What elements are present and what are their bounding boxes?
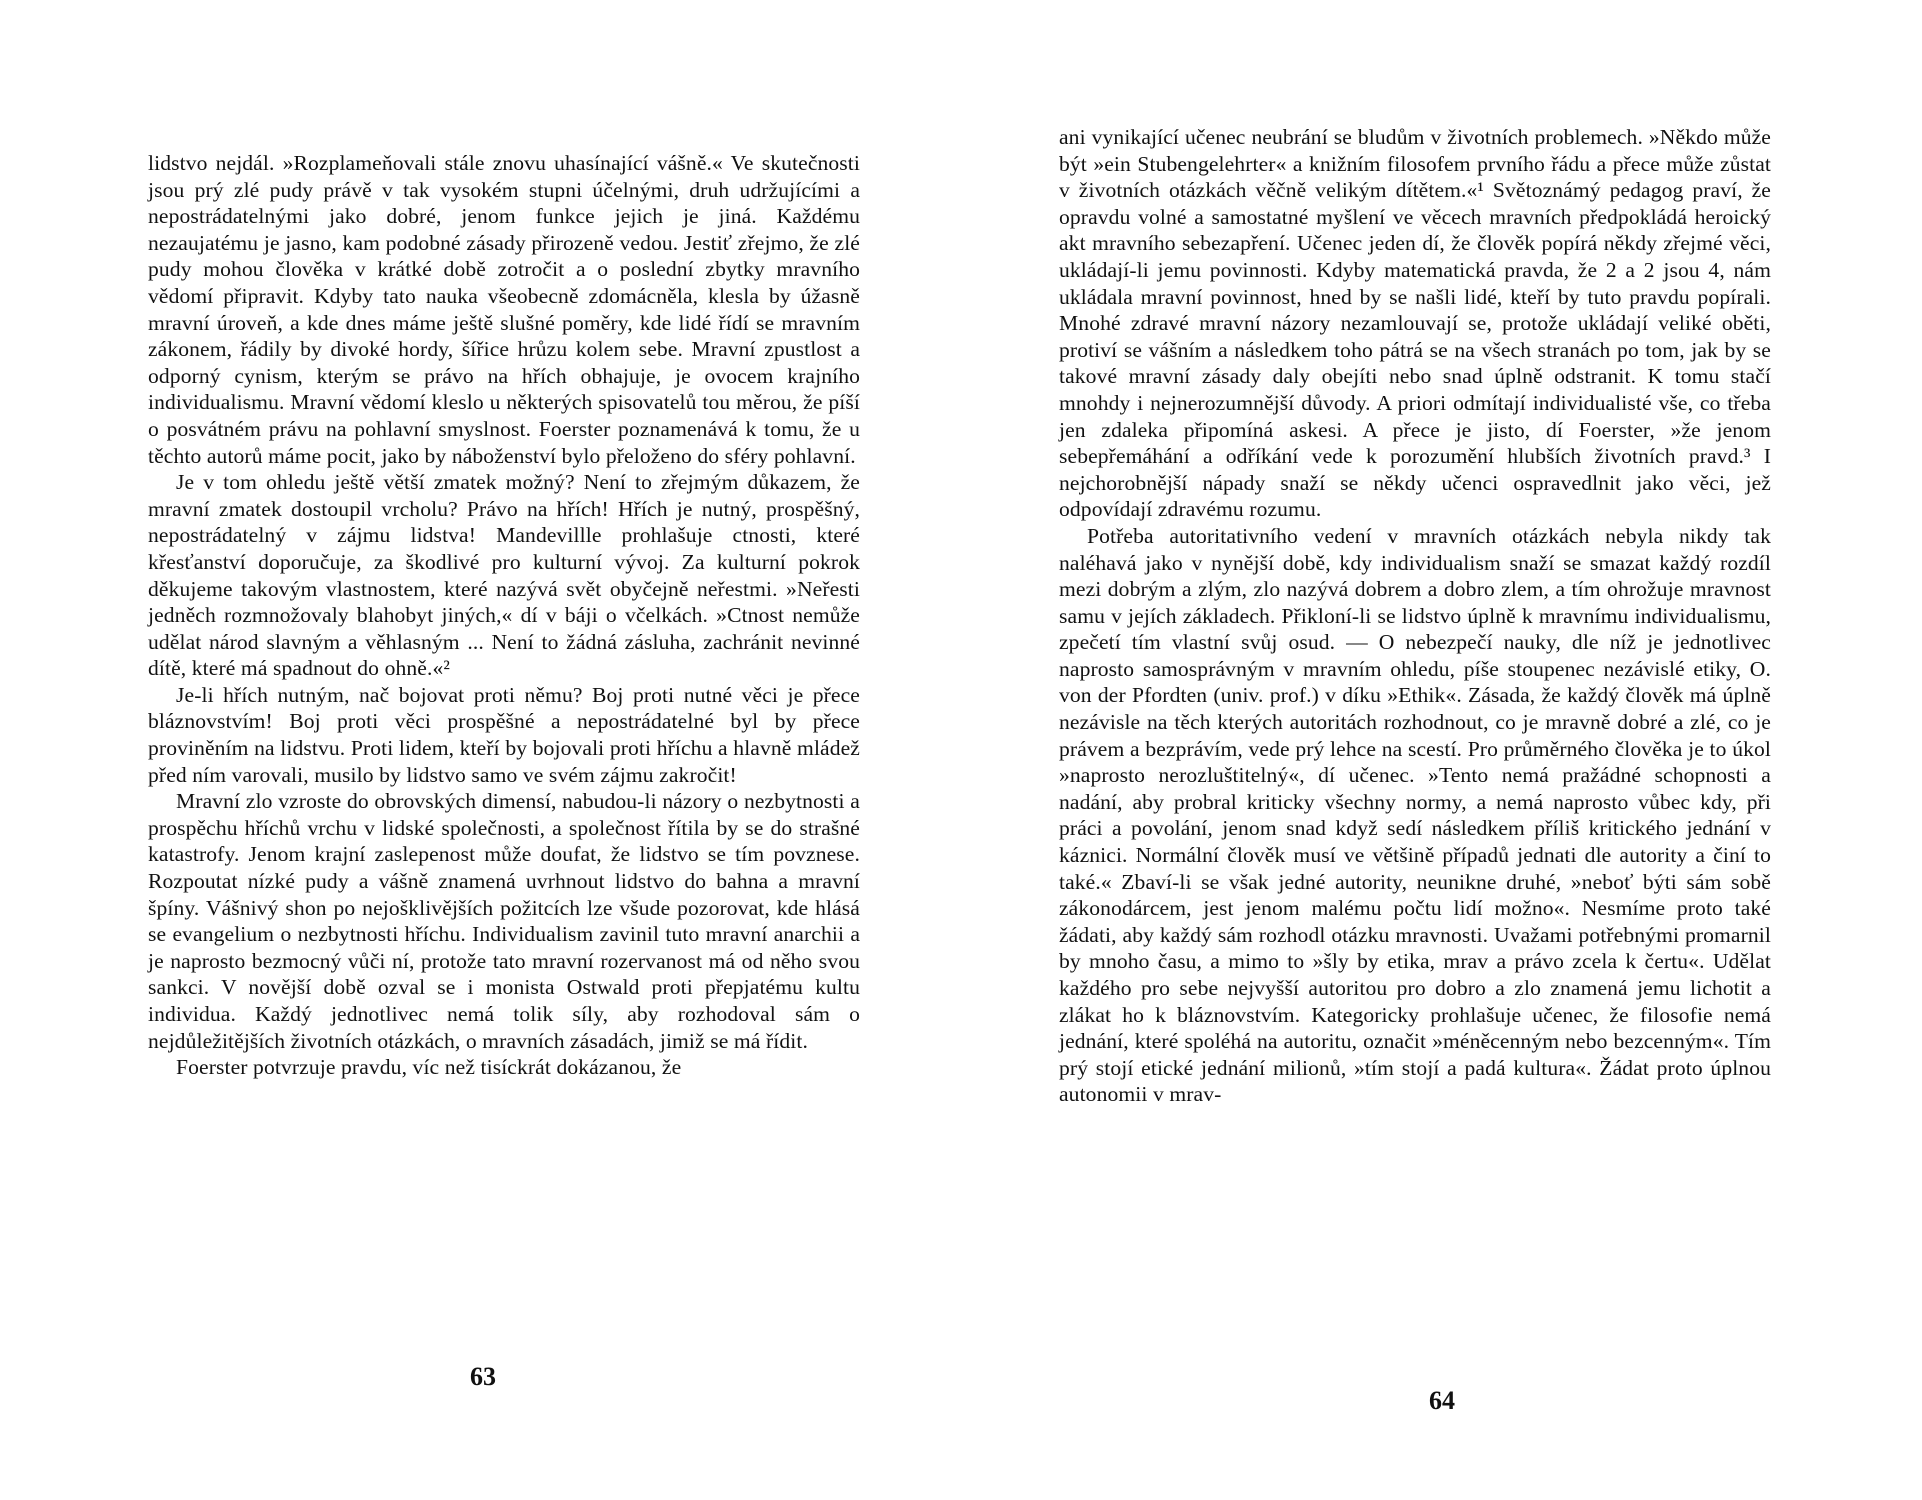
paragraph: ani vynikající učenec neubrání se bludům v životních problemech. »Někdo může být »ein Stubengelehrter« a knižním filosofem prvního řádu a přece může zůstat v životních otázkách věčně velikým dítětem.«¹ Světoznámý pedagog praví, že opravdu volné a samostatné myšlení ve věcech mravních předpokládá heroický akt mravního sebezapření. Učenec jeden dí, že člověk popírá někdy zřejmé věci, ukládají-li jemu povinnosti. Kdyby matematická pravda, že 2 a 2 jsou 4, nám ukládala mravní povinnost, hned by se našli lidé, kteří by tuto pravdu popírali. Mnohé zdravé mravní názory nezamlouvají se, protože ukládají veliké oběti, protiví se vášním a následkem toho pátrá se na všech stranách po tom, jak by se takové mravní zásady daly obejíti nebo snad úplně odstranit. K tomu stačí mnohdy i nejnerozumnější důvody. A priori odmítají individualisté vše, co třeba jen zdaleka připomíná askesi. A přece je jisto, dí Foerster, »že jenom sebepřemáhání a odříkání vede k porozumění hlubších životních pravd.³ I nejchorobnější nápady snaží se někdy učenci ospravedlnit jako věci, jež odpovídají zdravému rozumu. <box>1059 125 1771 522</box>
right-page-text <box>1059 124 1771 1108</box>
left-page-text <box>148 150 860 1081</box>
paragraph: Mravní zlo vzroste do obrovských dimensí, nabudou-li názory o nezbytnosti a prospěchu hříchů vrchu v lidské společnosti, a společnost řítila by se do strašné katastrofy. Jenom krajní zaslepenost může doufat, že lidstvo se tím povznese. Rozpoutat nízké pudy a vášně znamená uvrhnout lidstvo do bahna a mravní špíny. Vášnivý shon po nejošklivějších požitcích lze všude pozorovat, kde hlásá se evangelium o nezbytnosti hříchu. Individualism zavinil tuto mravní anarchii a je naprosto bezmocný vůči ní, protože tato mravní rozervanost má od něho svou sankci. V novější době ozval se i monista Ostwald proti přepjatému kultu individua. Každý jednotlivec nemá tolik síly, aby rozhodoval sám o nejdůležitějších životních otázkách, o mravních zásadách, jimiž se má řídit. <box>148 789 860 1053</box>
paragraph: lidstvo nejdál. »Rozplameňovali stále znovu uhasínající vášně.« Ve skutečnosti jsou prý zlé pudy právě v tak vysokém stupni účelnými, druh udržujícími a nepostrádatelnými jako dobré, jenom funkce jejich je jiná. Každému nezaujatému je jasno, kam podobné zásady přirozeně vedou. Jestiť zřejmo, že zlé pudy mohou člověka v krátké době zotročit a o poslední zbytky mravního vědomí připravit. Kdyby tato nauka všeobecně zdomácněla, klesla by úžasně mravní úroveň, a kde dnes máme ještě slušné poměry, kde lidé řídí se mravním zákonem, řádily by divoké hordy, šířice hrůzu kolem sebe. Mravní zpustlost a odporný cynism, kterým se právo na hřích obhajuje, je ovocem krajního individualismu. Mravní vědomí kleslo u některých spisovatelů tou měrou, že píší o posvátném právu na pohlavní smyslnost. Foerster poznamenává k tomu, že u těchto autorů máme pocit, jako by náboženství bylo přeloženo do sféry pohlavní. <box>148 151 860 468</box>
paragraph: Potřeba autoritativního vedení v mravních otázkách nebyla nikdy tak naléhavá jako v nynější době, kdy individualism snaží se smazat každý rozdíl mezi dobrým a zlým, zlo nazývá dobrem a dobro zlem, a tím ohrožuje mravnost samu v jejích základech. Přikloní-li se lidstvo úplně k mravnímu individualismu, zpečetí tím vlastní svůj osud. — O nebezpečí nauky, dle níž je jednotlivec naprosto samosprávným v mravním ohledu, píše stoupenec nezávislé etiky, O. von der Pfordten (univ. prof.) v díku »Ethik«. Zásada, že každý člověk má úplně nezávisle na těch kterých autoritách rozhodnout, co je mravně dobré a zlé, co je právem a bezprávím, vede prý lehce na scestí. Pro průměrného člověka je to úkol »naprosto nerozluštitelný«, dí učenec. »Tento nemá pražádné schopnosti a nadání, aby probral kriticky všechny normy, a nemá naprosto vůbec kdy, při práci a povolání, jenom snad když sedí následkem příliš kritického jednání v káznici. Normální člověk musí ve většině případů jednati dle autority a činí to také.« Zbaví-li se však jedné autority, neunikne druhé, »neboť býti sám sobě zákonodárcem, jest jenom malému počtu lidí možno«. Nesmíme proto také žádati, aby každý sám rozhodl otázku mravnosti. Uvažami potřebnými promarnil by mnoho času, a mimo to »šly by etika, mrav a právo zcela k čertu«. Udělat každého pro sebe nejvyšší autoritou pro dobro a zlo znamená jemu lichotit a zlákat ho k bláznovstvím. Kategoricky prohlašuje učenec, že filosofie nemá jednání, které spoléhá na autoritu, označit »méněcenným nebo bezcenným«. Tím prý stojí etické jednání milionů, »tím stojí a padá kultura«. Žádat proto úplnou autonomii v mrav- <box>1059 523 1771 1107</box>
right-page <box>961 0 1922 1500</box>
paragraph: Je v tom ohledu ještě větší zmatek možný? Není to zřejmým důkazem, že mravní zmatek dostoupil vrcholu? Právo na hřích! Hřích je nutný, prospěšný, nepostrádatelný v zájmu lidstva! Mandevillle prohlašuje ctnosti, které křesťanství doporučuje, za škodlivé pro kulturní vývoj. Za kulturní pokrok děkujeme takovým vlastnostem, které nazývá svět obyčejně neřestmi. »Neřesti jedněch rozmnožovaly blahobyt jiných,« dí v báji o včelkách. »Ctnost nemůže udělat národ slavným a věhlasným ... Není to žádná zásluha, zachránit nevinné dítě, které má spadnout do ohně.«² <box>148 470 860 681</box>
page-number: 64 <box>1429 1386 1455 1415</box>
page-number: 63 <box>470 1362 496 1391</box>
paragraph: Foerster potvrzuje pravdu, víc než tisíckrát dokázanou, že <box>176 1055 682 1080</box>
paragraph: Je-li hřích nutným, nač bojovat proti němu? Boj proti nutné věci je přece bláznovstvím! Boj proti věci prospěšné a nepostrádatelné byl by přece proviněním na lidstvu. Proti lidem, kteří by bojovali proti hříchu a hlavně mládež před ním varovali, musilo by lidstvo samo ve svém zájmu zakročit! <box>148 682 860 787</box>
